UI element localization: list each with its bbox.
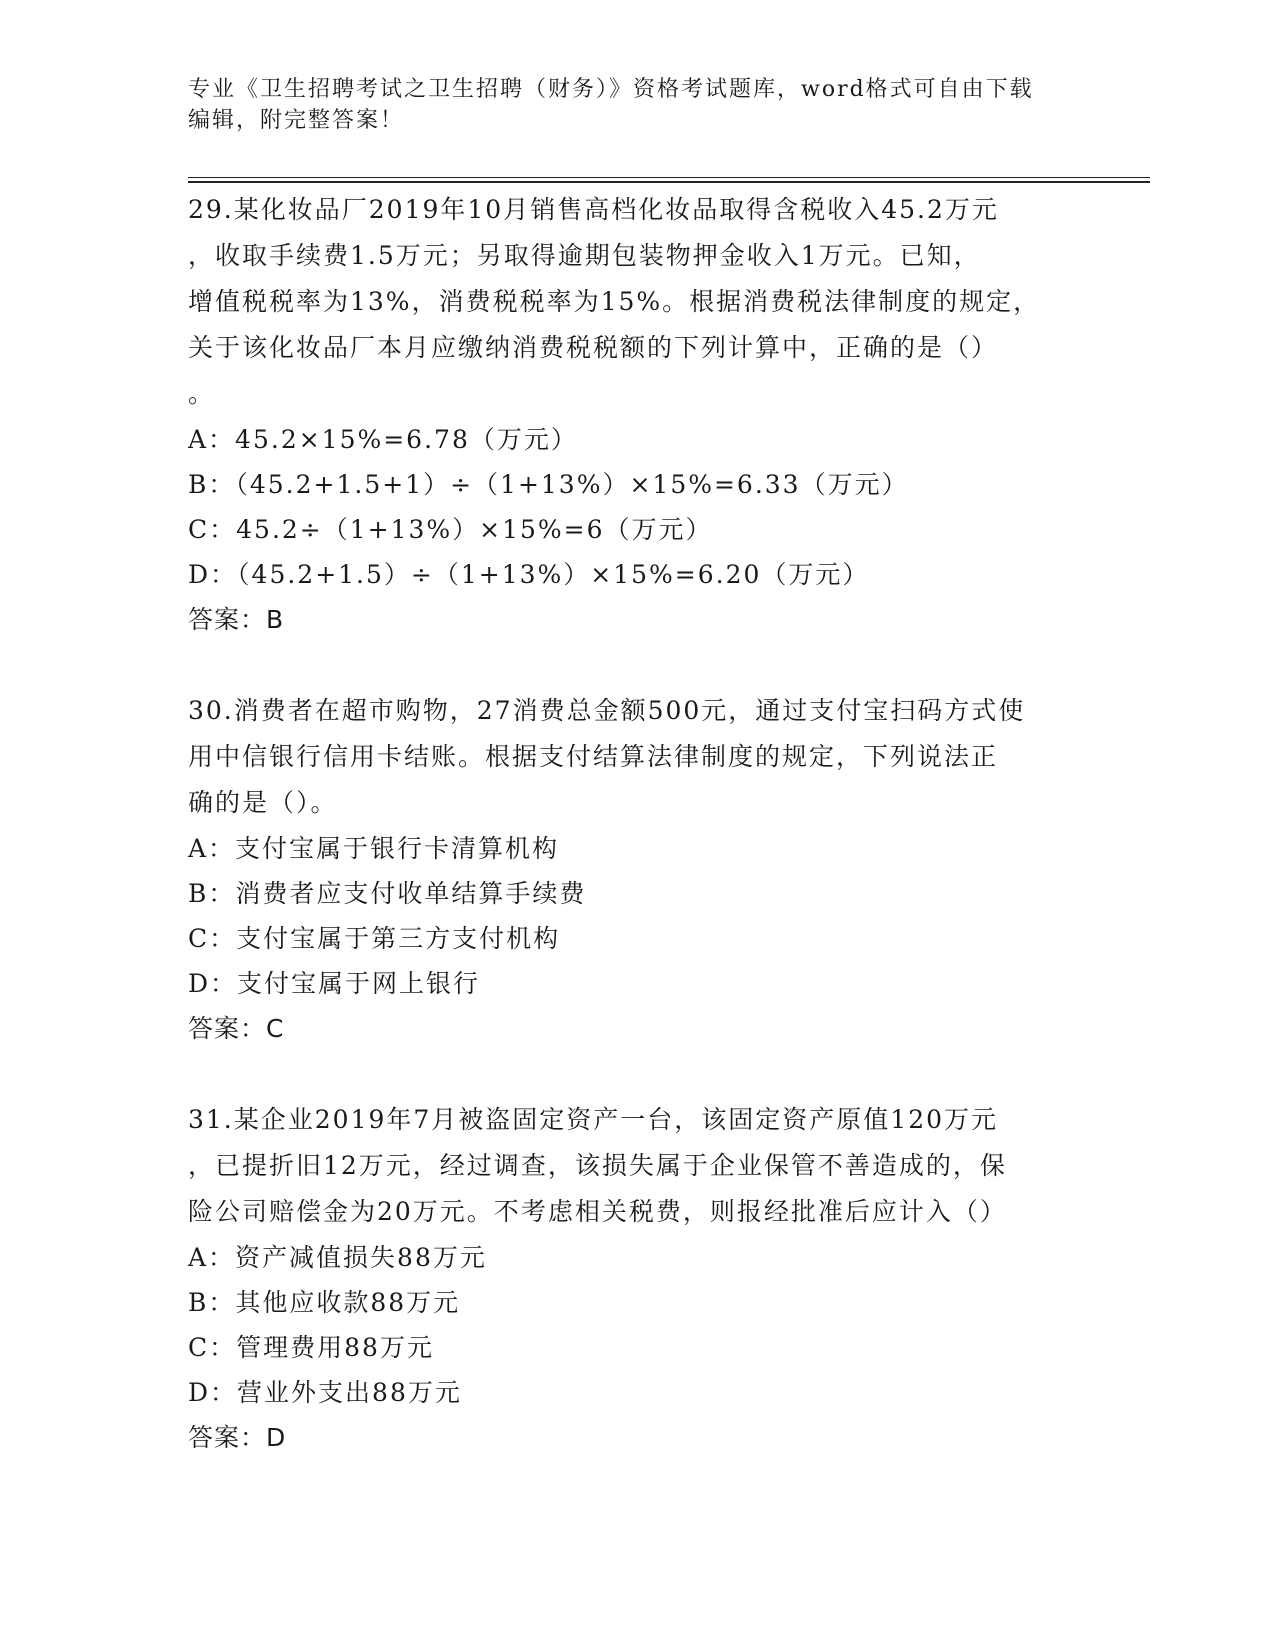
question-text: 用中信银行信用卡结账。根据支付结算法律制度的规定，下列说法正: [188, 742, 999, 771]
answer-option: C：管理费用88万元: [188, 1333, 434, 1362]
answer-option: B：消费者应支付收单结算手续费: [188, 879, 587, 908]
header-line: 编辑，附完整答案！: [188, 108, 405, 133]
question-text: 31.某企业2019年7月被盗固定资产一台，该固定资产原值120万元: [188, 1105, 999, 1134]
question-text: 确的是（）。: [188, 788, 338, 817]
answer-key: 答案：B: [188, 605, 285, 634]
header-divider: [188, 177, 1150, 178]
question-text: ，收取手续费1.5万元；另取得逾期包装物押金收入1万元。已知，: [188, 241, 981, 270]
question-text: 30.消费者在超市购物，27消费总金额500元，通过支付宝扫码方式使: [188, 696, 1026, 725]
header-line: 专业《卫生招聘考试之卫生招聘（财务）》资格考试题库，word格式可自由下载: [188, 77, 1034, 102]
question-text: ，已提折旧12万元，经过调查，该损失属于企业保管不善造成的，保: [188, 1151, 1007, 1180]
question-text: 29.某化妆品厂2019年10月销售高档化妆品取得含税收入45.2万元: [188, 195, 999, 224]
answer-key: 答案：D: [188, 1423, 287, 1452]
answer-option: C：45.2÷（1+13%）×15%=6（万元）: [188, 515, 713, 544]
answer-key: 答案：C: [188, 1014, 285, 1043]
answer-option: D：（45.2+1.5）÷（1+13%）×15%=6.20（万元）: [188, 560, 870, 589]
header-divider: [188, 181, 1150, 183]
question-text: 险公司赔偿金为20万元。不考虑相关税费，则报经批准后应计入（）: [188, 1197, 1007, 1226]
answer-option: B：（45.2+1.5+1）÷（1+13%）×15%=6.33（万元）: [188, 470, 909, 499]
document-header: [188, 74, 1068, 136]
answer-option: D：营业外支出88万元: [188, 1378, 462, 1407]
answer-option: C：支付宝属于第三方支付机构: [188, 924, 561, 953]
question-text: 。: [188, 379, 216, 408]
question-text: 关于该化妆品厂本月应缴纳消费税税额的下列计算中，正确的是（）: [188, 333, 999, 362]
question-block: [188, 1097, 1088, 1461]
question-block: [188, 187, 1088, 643]
answer-option: A：资产减值损失88万元: [188, 1243, 487, 1272]
answer-option: B：其他应收款88万元: [188, 1288, 461, 1317]
question-text: 增值税税率为13%，消费税税率为15%。根据消费税法律制度的规定，: [188, 287, 1041, 316]
question-block: [188, 688, 1088, 1052]
answer-option: D：支付宝属于网上银行: [188, 969, 481, 998]
answer-option: A：支付宝属于银行卡清算机构: [188, 834, 560, 863]
answer-option: A：45.2×15%=6.78（万元）: [188, 425, 578, 454]
